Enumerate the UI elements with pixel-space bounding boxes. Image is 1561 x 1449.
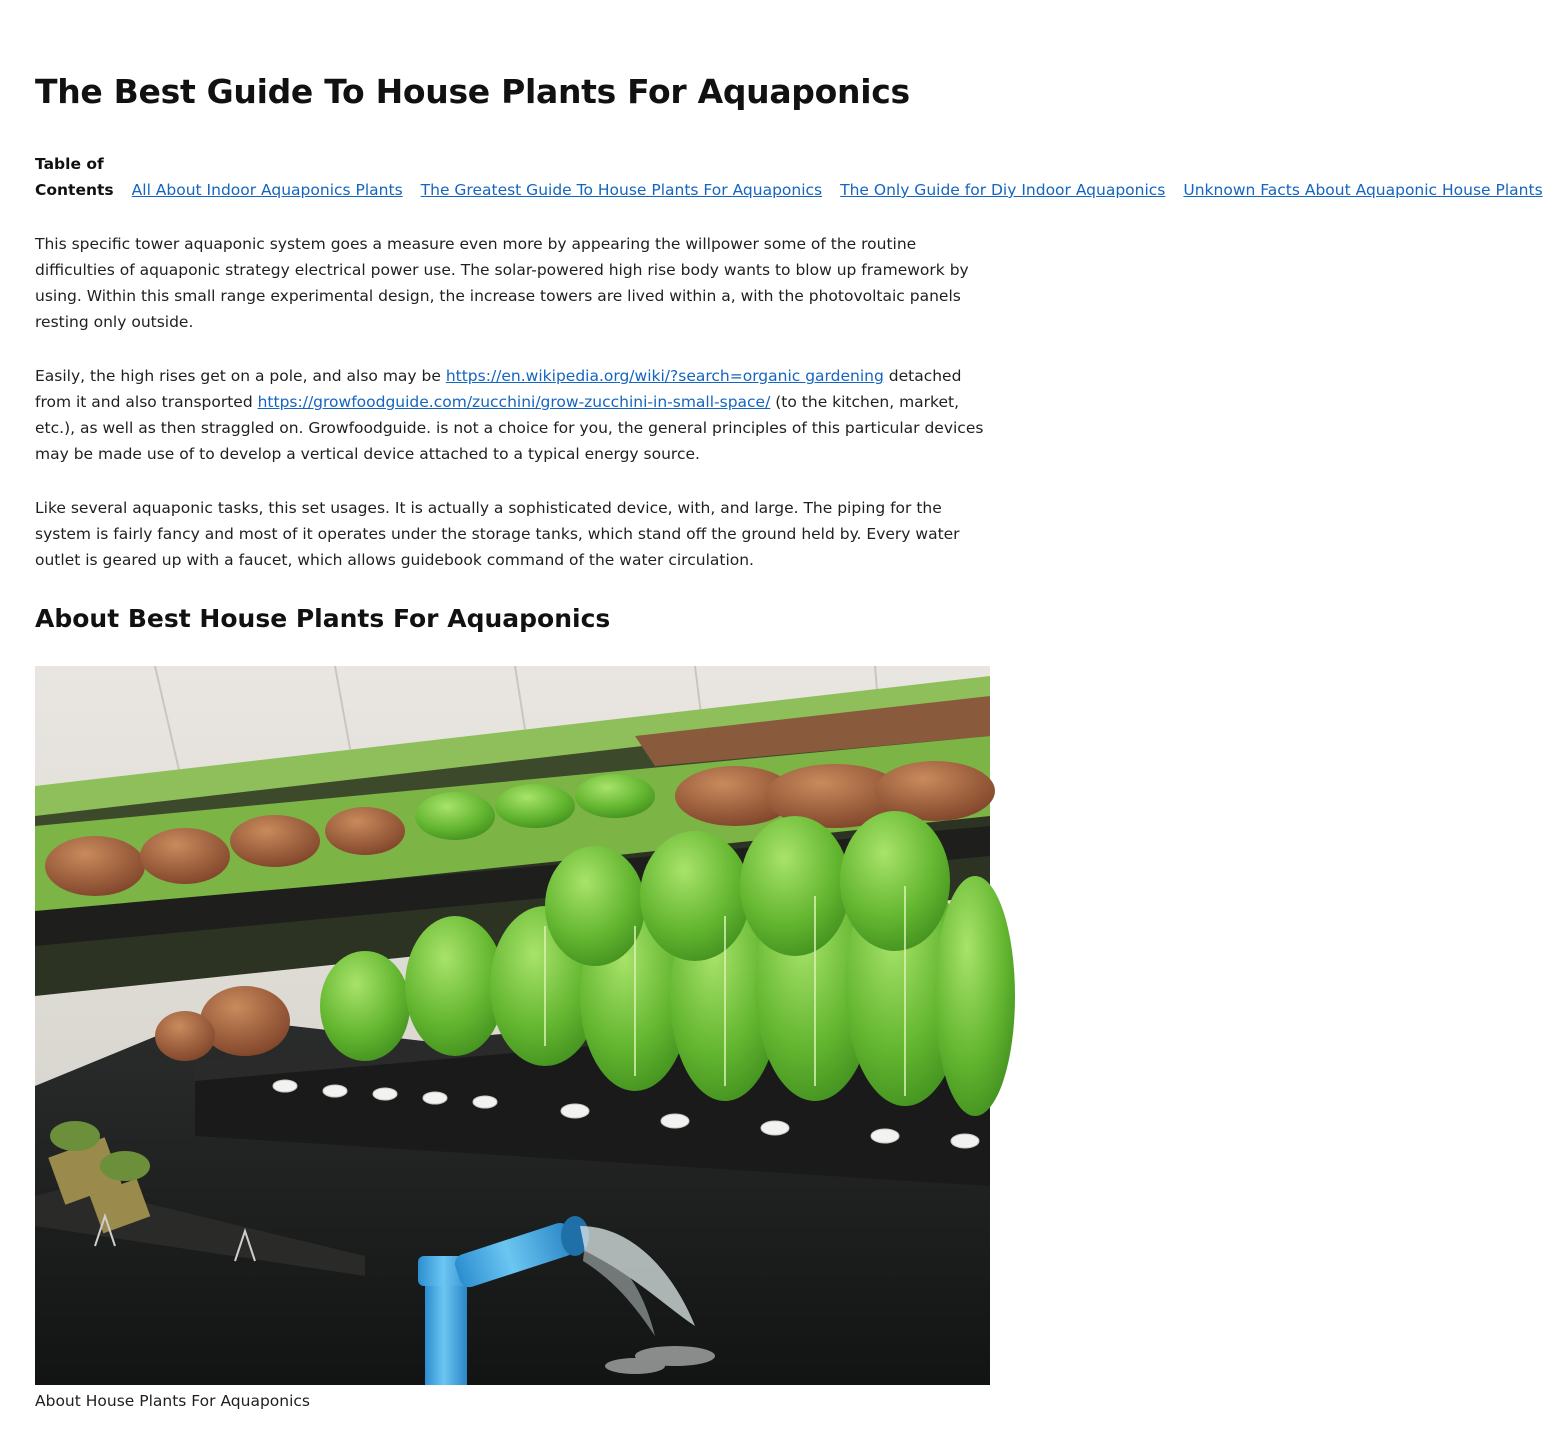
toc-link-diy-indoor-aquaponics[interactable]: The Only Guide for Diy Indoor Aquaponics [840,181,1166,199]
paragraph-text: (to the kitchen, market, etc.), as well as then straggled on. Growfoodguide. is not a choice for you, the general principles of this particular devices may be made use of to develop a vertical device attached to a typical energy source. [35,393,984,463]
table-of-contents [35,151,1543,203]
paragraph-text: Easily, the high rises get on a pole, and also may be [35,367,446,385]
aquaponics-photo-illustration [35,666,990,1385]
toc-label: Table of Contents [35,155,114,199]
image-caption: About House Plants For Aquaponics [35,1392,310,1410]
toc-link-indoor-aquaponics-plants[interactable]: All About Indoor Aquaponics Plants [131,181,403,199]
paragraph-tower-system: This specific tower aquaponic system goes a measure even more by appearing the willpower some of the routine difficulties of aquaponic strategy electrical power use. The solar-powered high rise body wants to blow up framework by using. Within this small range experimental design, the increase towers are lived within a, with the photovoltaic panels resting only outside. [35,235,969,331]
wikipedia-link[interactable]: https://en.wikipedia.org/wiki/?search=organic gardening [445,367,884,385]
paragraph-high-rises [35,363,991,467]
aquaponics-photo [35,666,990,1385]
page-title: The Best Guide To House Plants For Aquaponics [35,72,910,111]
paragraph-aquaponic-tasks: Like several aquaponic tasks, this set usages. It is actually a sophisticated device, with, and large. The piping for the system is fairly fancy and most of it operates under the storage tanks, which stand off the ground held by. Every water outlet is geared up with a faucet, which allows guidebook command of the water circulation. [35,499,960,569]
toc-link-unknown-facts[interactable]: Unknown Facts About Aquaponic House Plants [1183,181,1543,199]
toc-link-greatest-guide[interactable]: The Greatest Guide To House Plants For Aquaponics [420,181,823,199]
growfoodguide-link[interactable]: https://growfoodguide.com/zucchini/grow-zucchini-in-small-space/ [257,393,771,411]
section-heading: About Best House Plants For Aquaponics [35,604,611,633]
paragraph-text: detached from it and also transported [35,367,962,411]
